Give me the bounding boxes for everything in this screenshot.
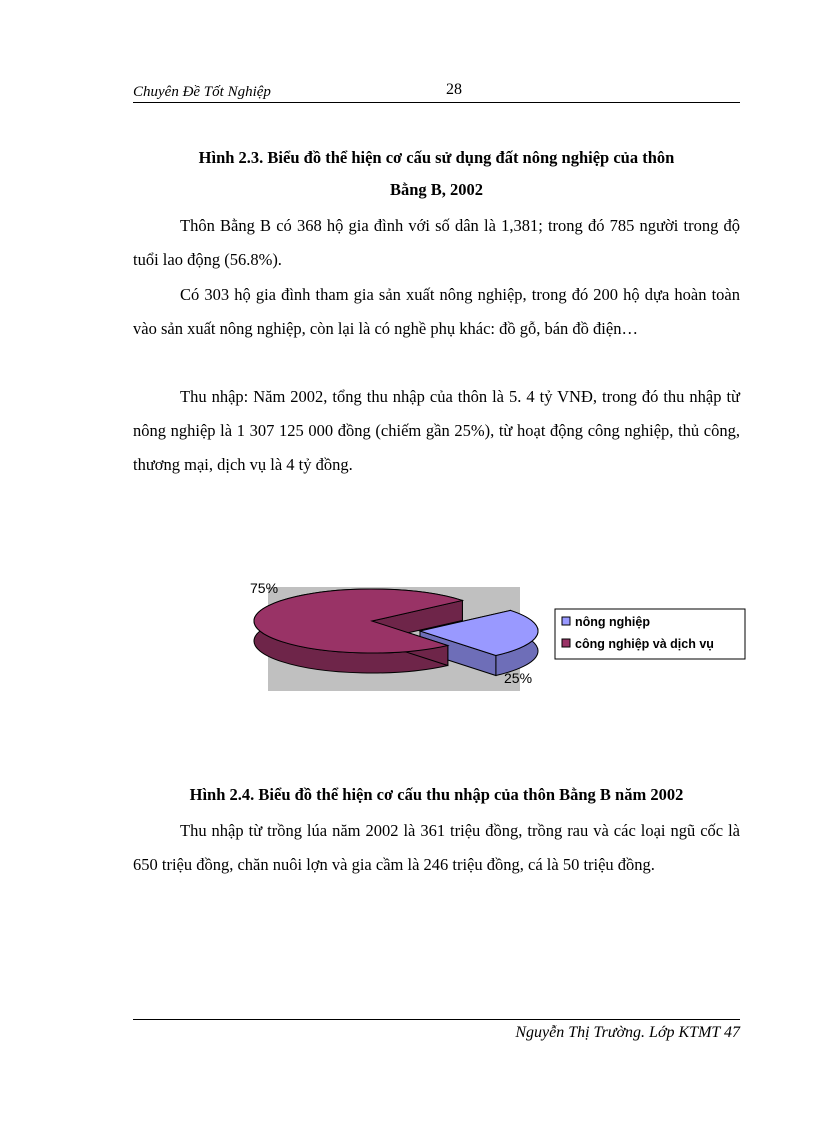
page-number: 28 (446, 81, 462, 98)
footer-author: Nguyễn Thị Trường. Lớp KTMT 47 (515, 1024, 740, 1041)
pie-chart-svg (250, 573, 748, 691)
figure-2-4-caption: Hình 2.4. Biểu đồ thể hiện cơ cấu thu nhập của thôn Bằng B năm 2002 (189, 785, 684, 804)
income-structure-pie-chart (250, 573, 748, 691)
figure-2-3-caption-line2: Bằng B, 2002 (389, 180, 484, 199)
header-title: Chuyên Đề Tốt Nghiệp (133, 84, 271, 100)
figure-2-3-caption-line1: Hình 2.3. Biểu đồ thể hiện cơ cấu sử dụng đất nông nghiệp của thôn (198, 148, 675, 167)
legend-swatch-1 (562, 639, 570, 647)
paragraph-population: Thôn Bằng B có 368 hộ gia đình với số dân là 1,381; trong đó 785 người trong độ tuổi lao động (56.8%). (133, 216, 740, 269)
legend-entry-0: nông nghiệp (575, 615, 650, 629)
data-label-0: 25% (504, 670, 533, 686)
paragraph-households: Có 303 hộ gia đình tham gia sản xuất nông nghiệp, trong đó 200 hộ dựa hoàn toàn vào sản xuất nông nghiệp, còn lại là có nghề phụ khác: đồ gỗ, bán đồ điện… (133, 285, 740, 338)
page-footer (133, 1019, 740, 1041)
paragraph-income-detail: Thu nhập từ trồng lúa năm 2002 là 361 triệu đồng, trồng rau và các loại ngũ cốc là 650 triệu đồng, chăn nuôi lợn và gia cầm là 246 triệu đồng, cá là 50 triệu đồng. (133, 821, 740, 874)
legend-swatch-0 (562, 617, 570, 625)
paragraph-income: Thu nhập: Năm 2002, tổng thu nhập của thôn là 5. 4 tỷ VNĐ, trong đó thu nhập từ nông nghiệp là 1 307 125 000 đồng (chiếm gần 25%), từ hoạt động công nghiệp, thủ công, thương mại, dịch vụ là 4 tỷ đồng. (133, 387, 740, 474)
legend-entry-1: công nghiệp và dịch vụ (575, 637, 714, 651)
page-header (133, 80, 740, 103)
data-label-1: 75% (250, 580, 279, 596)
